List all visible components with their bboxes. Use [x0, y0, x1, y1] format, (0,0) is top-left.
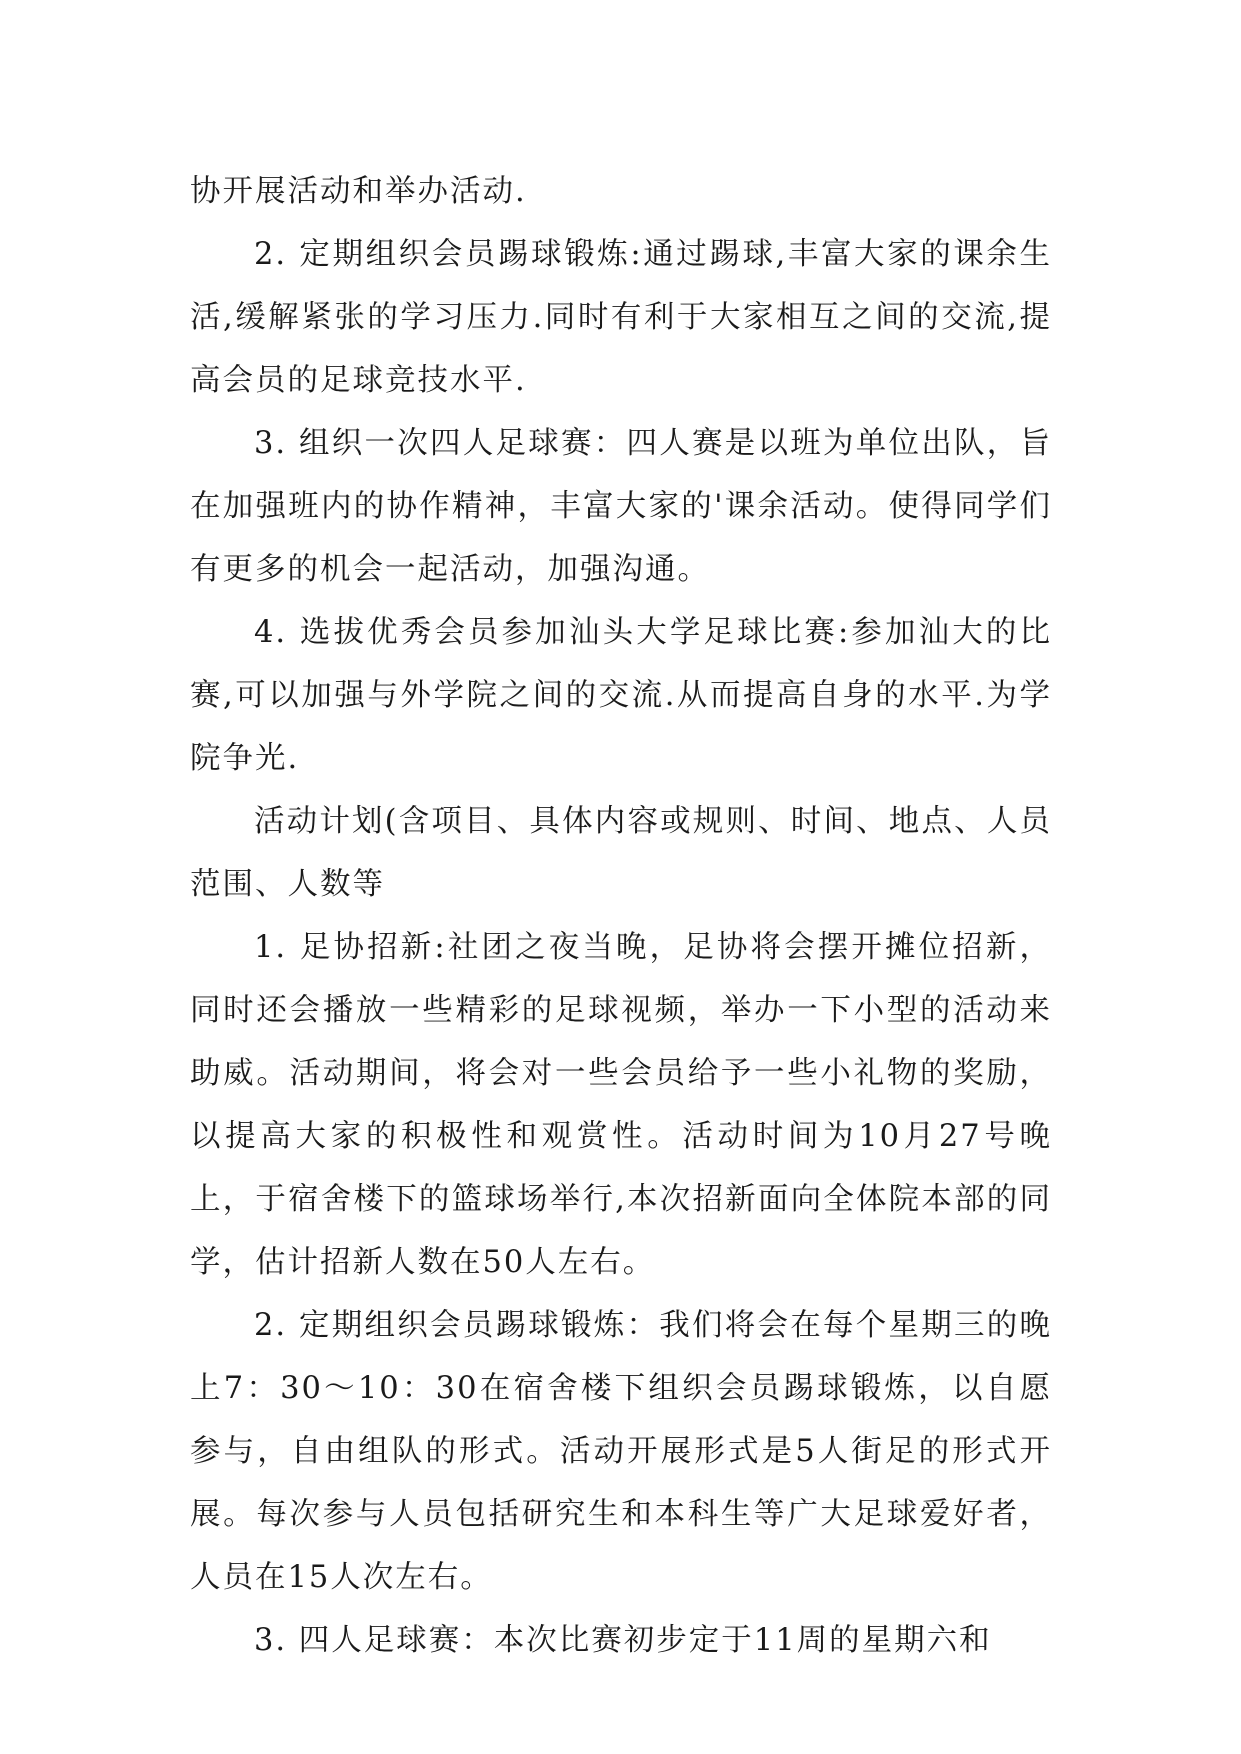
paragraph-continuation: 协开展活动和举办活动. [190, 174, 527, 209]
paragraph-item-2-training: 2. 定期组织会员踢球锻炼:通过踢球,丰富大家的课余生活,缓解紧张的学习压力.同时有利于大家相互之间的交流,提高会员的足球竞技水平. [190, 237, 1052, 398]
paragraph-item-4-selection: 4. 选拔优秀会员参加汕头大学足球比赛:参加汕大的比赛,可以加强与外学院之间的交流.从而提高自身的水平.为学院争光. [190, 615, 1052, 776]
document-body [190, 160, 1052, 1672]
paragraph-activity-plan-heading: 活动计划(含项目、具体内容或规则、时间、地点、人员范围、人数等 [190, 804, 1052, 902]
paragraph-item-3-tournament: 3. 组织一次四人足球赛：四人赛是以班为单位出队，旨在加强班内的协作精神，丰富大家的'课余活动。使得同学们有更多的机会一起活动，加强沟通。 [190, 426, 1052, 587]
paragraph-plan-3-tournament: 3. 四人足球赛：本次比赛初步定于11周的星期六和 [254, 1623, 992, 1658]
paragraph-plan-1-recruitment: 1. 足协招新:社团之夜当晚，足协将会摆开摊位招新，同时还会播放一些精彩的足球视频，举办一下小型的活动来助威。活动期间，将会对一些会员给予一些小礼物的奖励，以提高大家的积极性和观赏性。活动时间为10月27号晚上，于宿舍楼下的篮球场举行,本次招新面向全体院本部的同学，估计招新人数在50人左右。 [190, 930, 1052, 1280]
paragraph-plan-2-training: 2. 定期组织会员踢球锻炼：我们将会在每个星期三的晚上7：30～10：30在宿舍楼下组织会员踢球锻炼，以自愿参与，自由组队的形式。活动开展形式是5人街足的形式开展。每次参与人员包括研究生和本科生等广大足球爱好者，人员在15人次左右。 [190, 1308, 1052, 1595]
